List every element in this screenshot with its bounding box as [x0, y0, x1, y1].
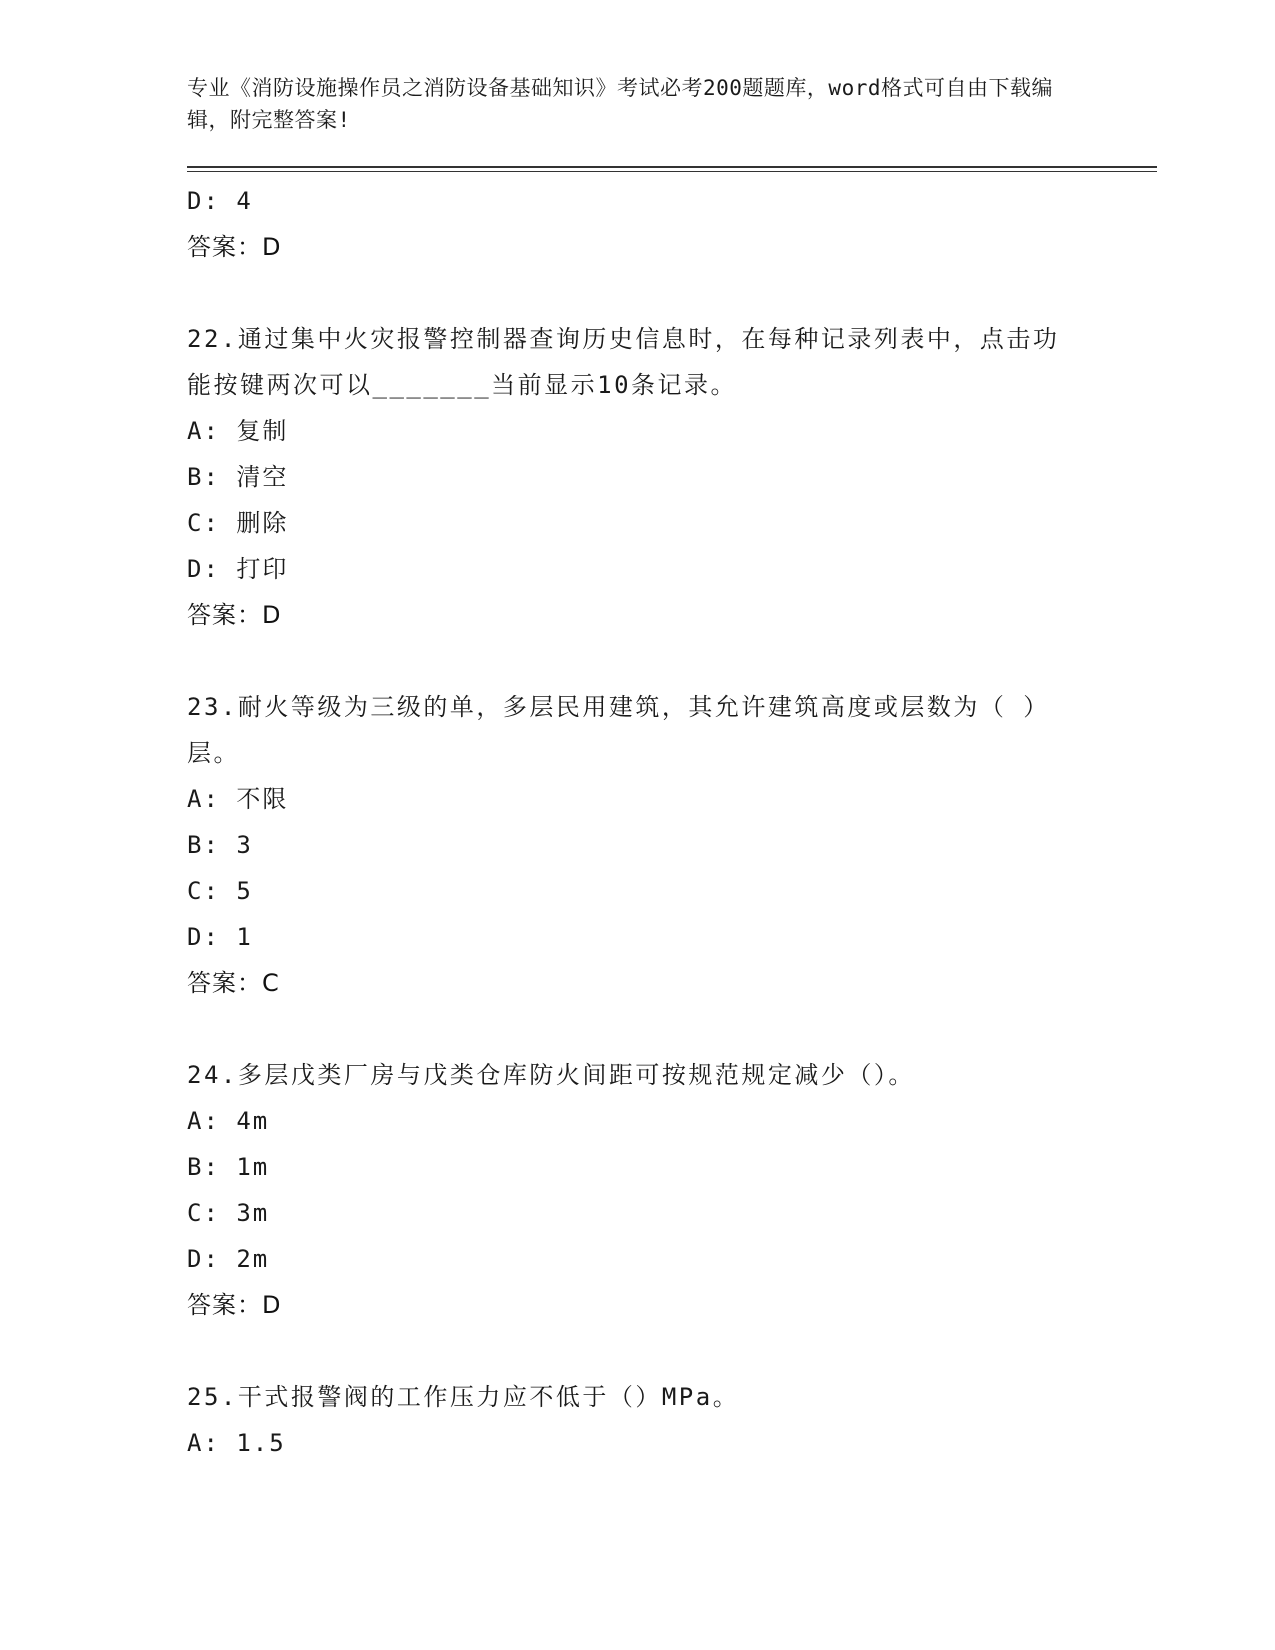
option-d: D: 打印 [187, 555, 289, 583]
option-a: A: 4m [187, 1107, 270, 1135]
option-a: A: 复制 [187, 417, 289, 445]
question-23 [187, 684, 1157, 1006]
document-page [187, 72, 1157, 1466]
question-24 [187, 1052, 1157, 1328]
question-stem: 25.干式报警阀的工作压力应不低于（）MPa。 [187, 1383, 740, 1411]
answer: 答案：D [187, 601, 282, 629]
option-c: C: 删除 [187, 509, 289, 537]
question-25 [187, 1374, 1157, 1466]
answer: 答案：C [187, 969, 280, 997]
option-d: D: 1 [187, 923, 253, 951]
option-b: B: 清空 [187, 463, 289, 491]
prev-answer: 答案：D [187, 233, 282, 261]
option-a: A: 1.5 [187, 1429, 286, 1457]
option-c: C: 3m [187, 1199, 270, 1227]
header-divider [187, 166, 1157, 172]
option-c: C: 5 [187, 877, 253, 905]
option-d: D: 2m [187, 1245, 270, 1273]
document-header: 专业《消防设施操作员之消防设备基础知识》考试必考200题题库，word格式可自由下载编辑，附完整答案! [187, 76, 1053, 132]
option-a: A: 不限 [187, 785, 289, 813]
question-stem: 23.耐火等级为三级的单，多层民用建筑，其允许建筑高度或层数为（ ）层。 [187, 693, 1050, 767]
question-stem: 22.通过集中火灾报警控制器查询历史信息时，在每种记录列表中，点击功能按键两次可以_______当前显示10条记录。 [187, 325, 1060, 399]
question-stem: 24.多层戊类厂房与戊类仓库防火间距可按规范规定减少（）。 [187, 1061, 915, 1089]
answer: 答案：D [187, 1291, 282, 1319]
prev-option-d: D: 4 [187, 187, 253, 215]
option-b: B: 1m [187, 1153, 270, 1181]
document-body [187, 178, 1157, 1466]
question-22 [187, 316, 1157, 638]
option-b: B: 3 [187, 831, 253, 859]
